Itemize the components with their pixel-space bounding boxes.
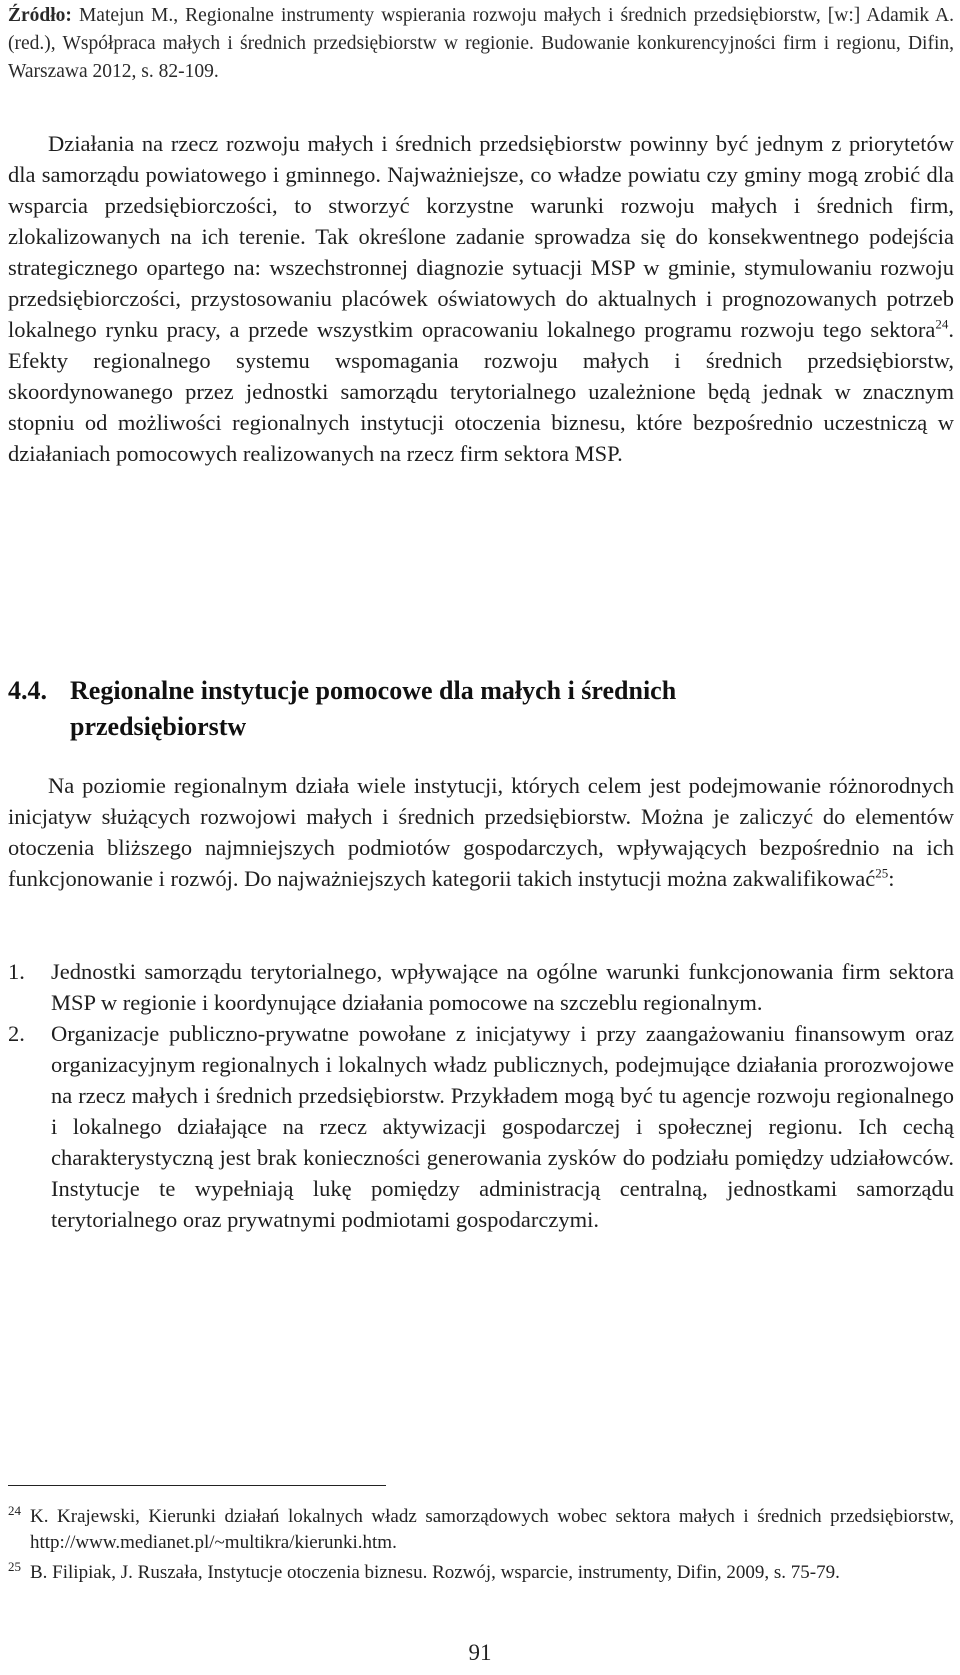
paragraph-2-text: Na poziomie regionalnym działa wiele instytucji, których celem jest podejmowanie różnorodnych inicjatyw służących rozwojowi małych i średnich przedsiębiorstw. Można je zaliczyć do elementów otoczenia bliższego najmniejszych podmiotów gospodarczych, wpływających bezpośrednio na ich funkcjonowanie i rozwój. Do najważniejszych kategorii takich instytucji można zakwalifikować [8, 773, 954, 891]
footnote-ref-25[interactable]: 25 [875, 865, 889, 881]
section-heading [8, 673, 954, 745]
source-text: Matejun M., Regionalne instrumenty wspierania rozwoju małych i średnich przedsiębiorstw, [w:] Adamik A. (red.), Współpraca małych i średnich przedsiębiorstw w regionie. Budowanie konkurencyjności firm i regionu, Difin, Warszawa 2012, s. 82-109. [8, 5, 954, 82]
list-item-text: Jednostki samorządu terytorialnego, wpływające na ogólne warunki funkcjonowania firm sektora MSP w regionie i koordynujące działania pomocowe na szczeblu regionalnym. [51, 959, 954, 1015]
footnote-24 [8, 1504, 954, 1556]
list-item-number: 2. [8, 1021, 25, 1046]
institution-list [8, 956, 954, 1235]
list-item [8, 1018, 954, 1235]
footnote-number: 25 [8, 1559, 21, 1574]
list-item-text: Organizacje publiczno-prywatne powołane z inicjatywy i przy zaangażowaniu finansowym oraz organizacyjnym regionalnych i lokalnych władz publicznych, podejmujące działania prorozwojowe na rzecz małych i średnich przedsiębiorstw. Przykładem mogą być tu agencje rozwoju regionalnego i lokalnego działające na rzecz aktywizacji gospodarczej i społecznej regionu. Ich cechą charakterystyczną jest brak konieczności generowania zysków do podziału pomiędzy udziałowców. Instytucje te wypełniają lukę pomiędzy administracją centralną, jednostkami samorządu terytorialnego oraz prywatnymi podmiotami gospodarczymi. [51, 1021, 954, 1232]
footnote-text: K. Krajewski, Kierunki działań lokalnych władz samorządowych wobec sektora małych i średnich przedsiębiorstw, http://www.medianet.pl/~multikra/kierunki.htm. [30, 1506, 954, 1553]
section-title-line1: Regionalne instytucje pomocowe dla małych i średnich [70, 676, 677, 705]
footnote-ref-24[interactable]: 24 [935, 316, 949, 332]
section-number: 4.4. [8, 676, 47, 705]
footnote-number: 24 [8, 1503, 21, 1518]
paragraph-1-text-a: Działania na rzecz rozwoju małych i średnich przedsiębiorstw powinny być jednym z priorytetów dla samorządu powiatowego i gminnego. Najważniejsze, co władze powiatu czy gminy mogą zrobić dla wsparcia przedsiębiorczości, to stworzyć korzystne warunki rozwoju małych i średnich firm, zlokalizowanych na ich terenie. Tak określone zadanie sprowadza się do konsekwentnego podejścia strategicznego opartego na: wszechstronnej diagnozie sytuacji MSP w gminie, stymulowaniu rozwoju przedsiębiorczości, przystosowaniu placówek oświatowych do aktualnych i prognozowanych potrzeb lokalnego rynku pracy, a przede wszystkim opracowaniu lokalnego programu rozwoju tego sektora [8, 131, 954, 342]
footnote-25 [8, 1560, 954, 1586]
source-label: Źródło: [8, 5, 72, 26]
source-citation [8, 2, 954, 86]
paragraph-1-text-b: . Efekty regionalnego systemu wspomagania rozwoju małych i średnich przedsiębiorstw, skoordynowanego przez jednostki samorządu terytorialnego uzależnione będą jednak w znacznym stopniu od możliwości regionalnych instytucji otoczenia biznesu, które bezpośrednio uczestniczą w działaniach pomocowych realizowanych na rzecz firm sektora MSP. [8, 317, 954, 466]
page-number: 91 [468, 1640, 492, 1665]
paragraph-2 [8, 770, 954, 894]
paragraph-1 [8, 128, 954, 469]
paragraph-2-text-end: : [888, 866, 895, 891]
footnote-divider [8, 1485, 386, 1486]
footnote-text: B. Filipiak, J. Ruszała, Instytucje otoczenia biznesu. Rozwój, wsparcie, instrumenty, Difin, 2009, s. 75-79. [30, 1562, 840, 1583]
list-item-number: 1. [8, 959, 25, 984]
section-title-line2: przedsiębiorstw [70, 712, 247, 741]
list-item [8, 956, 954, 1018]
